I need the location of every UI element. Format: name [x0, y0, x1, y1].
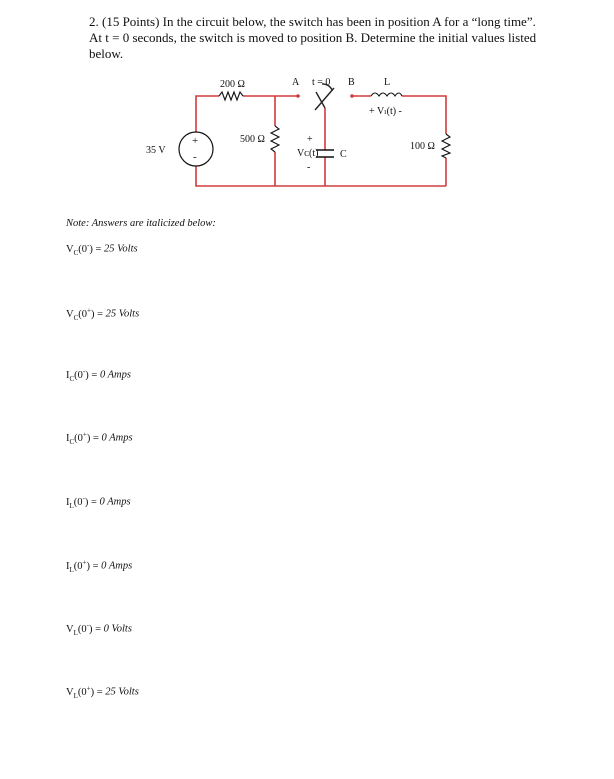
inductor-icon: [371, 93, 402, 96]
source-label: 35 V: [146, 145, 166, 156]
r3-label: 100 Ω: [410, 141, 435, 152]
answer-value: 0 Amps: [99, 369, 131, 381]
problem-line-3: below.: [89, 46, 124, 61]
answer-value: 0 Amps: [99, 496, 131, 508]
answer-value: 0 Amps: [101, 560, 133, 572]
answer-row: $I_C(0^-) = 0$ Amps: [66, 367, 131, 383]
problem-line-1: 2. (15 Points) In the circuit below, the switch has been in position A for a “long time”.: [89, 14, 536, 29]
inductor-voltage-label: + Vₗ(t) -: [369, 106, 402, 117]
circuit-wires: [196, 96, 446, 186]
switch-t-label: t = 0: [312, 77, 331, 88]
answers-note: Note: Answers are italicized below:: [66, 218, 216, 229]
answer-row: $V_L(0^-) = 0$ Volts: [66, 621, 132, 637]
answer-row: $V_C(0^+) = 25$ Volts: [66, 306, 140, 322]
resistor-200-icon: [219, 92, 243, 100]
answer-value: 25 Volts: [104, 243, 138, 255]
answer-row: $V_L(0^+) = 25$ Volts: [66, 684, 139, 700]
switch-a-label: A: [292, 77, 300, 88]
problem-line-2: At t = 0 seconds, the switch is moved to position B. Determine the initial values listed: [89, 30, 537, 45]
wire-l-to-r3: [402, 96, 446, 134]
resistor-500-icon: [271, 126, 279, 152]
answer-value: 0 Amps: [101, 432, 133, 444]
answer-value: 0 Volts: [103, 623, 132, 635]
answer-value: 25 Volts: [105, 686, 139, 698]
cap-label: C: [340, 149, 347, 160]
wire-bottom: [196, 166, 446, 186]
answer-row: $I_C(0^+) = 0$ Amps: [66, 430, 133, 446]
source-plus: +: [192, 135, 199, 147]
r1-label: 200 Ω: [220, 79, 245, 90]
answer-row: $I_L(0^+) = 0$ Amps: [66, 558, 133, 574]
cap-voltage-label: Vᴄ(t): [297, 148, 319, 159]
answer-value: 25 Volts: [105, 308, 140, 320]
node-b: [350, 94, 354, 98]
r2-label: 500 Ω: [240, 134, 265, 145]
circuit-diagram: [0, 0, 614, 215]
switch-b-label: B: [348, 77, 355, 88]
inductor-label: L: [384, 77, 391, 88]
answer-row: $V_C(0^-) = 25$ Volts: [66, 241, 138, 257]
source-minus: -: [193, 151, 197, 163]
answer-row: $I_L(0^-) = 0$ Amps: [66, 494, 131, 510]
cap-plus: +: [307, 134, 313, 145]
capacitor-icon: [316, 150, 334, 157]
cap-minus: -: [307, 162, 311, 173]
resistor-100-icon: [442, 134, 450, 158]
wire-source-top: [196, 96, 219, 132]
node-a: [296, 94, 300, 98]
